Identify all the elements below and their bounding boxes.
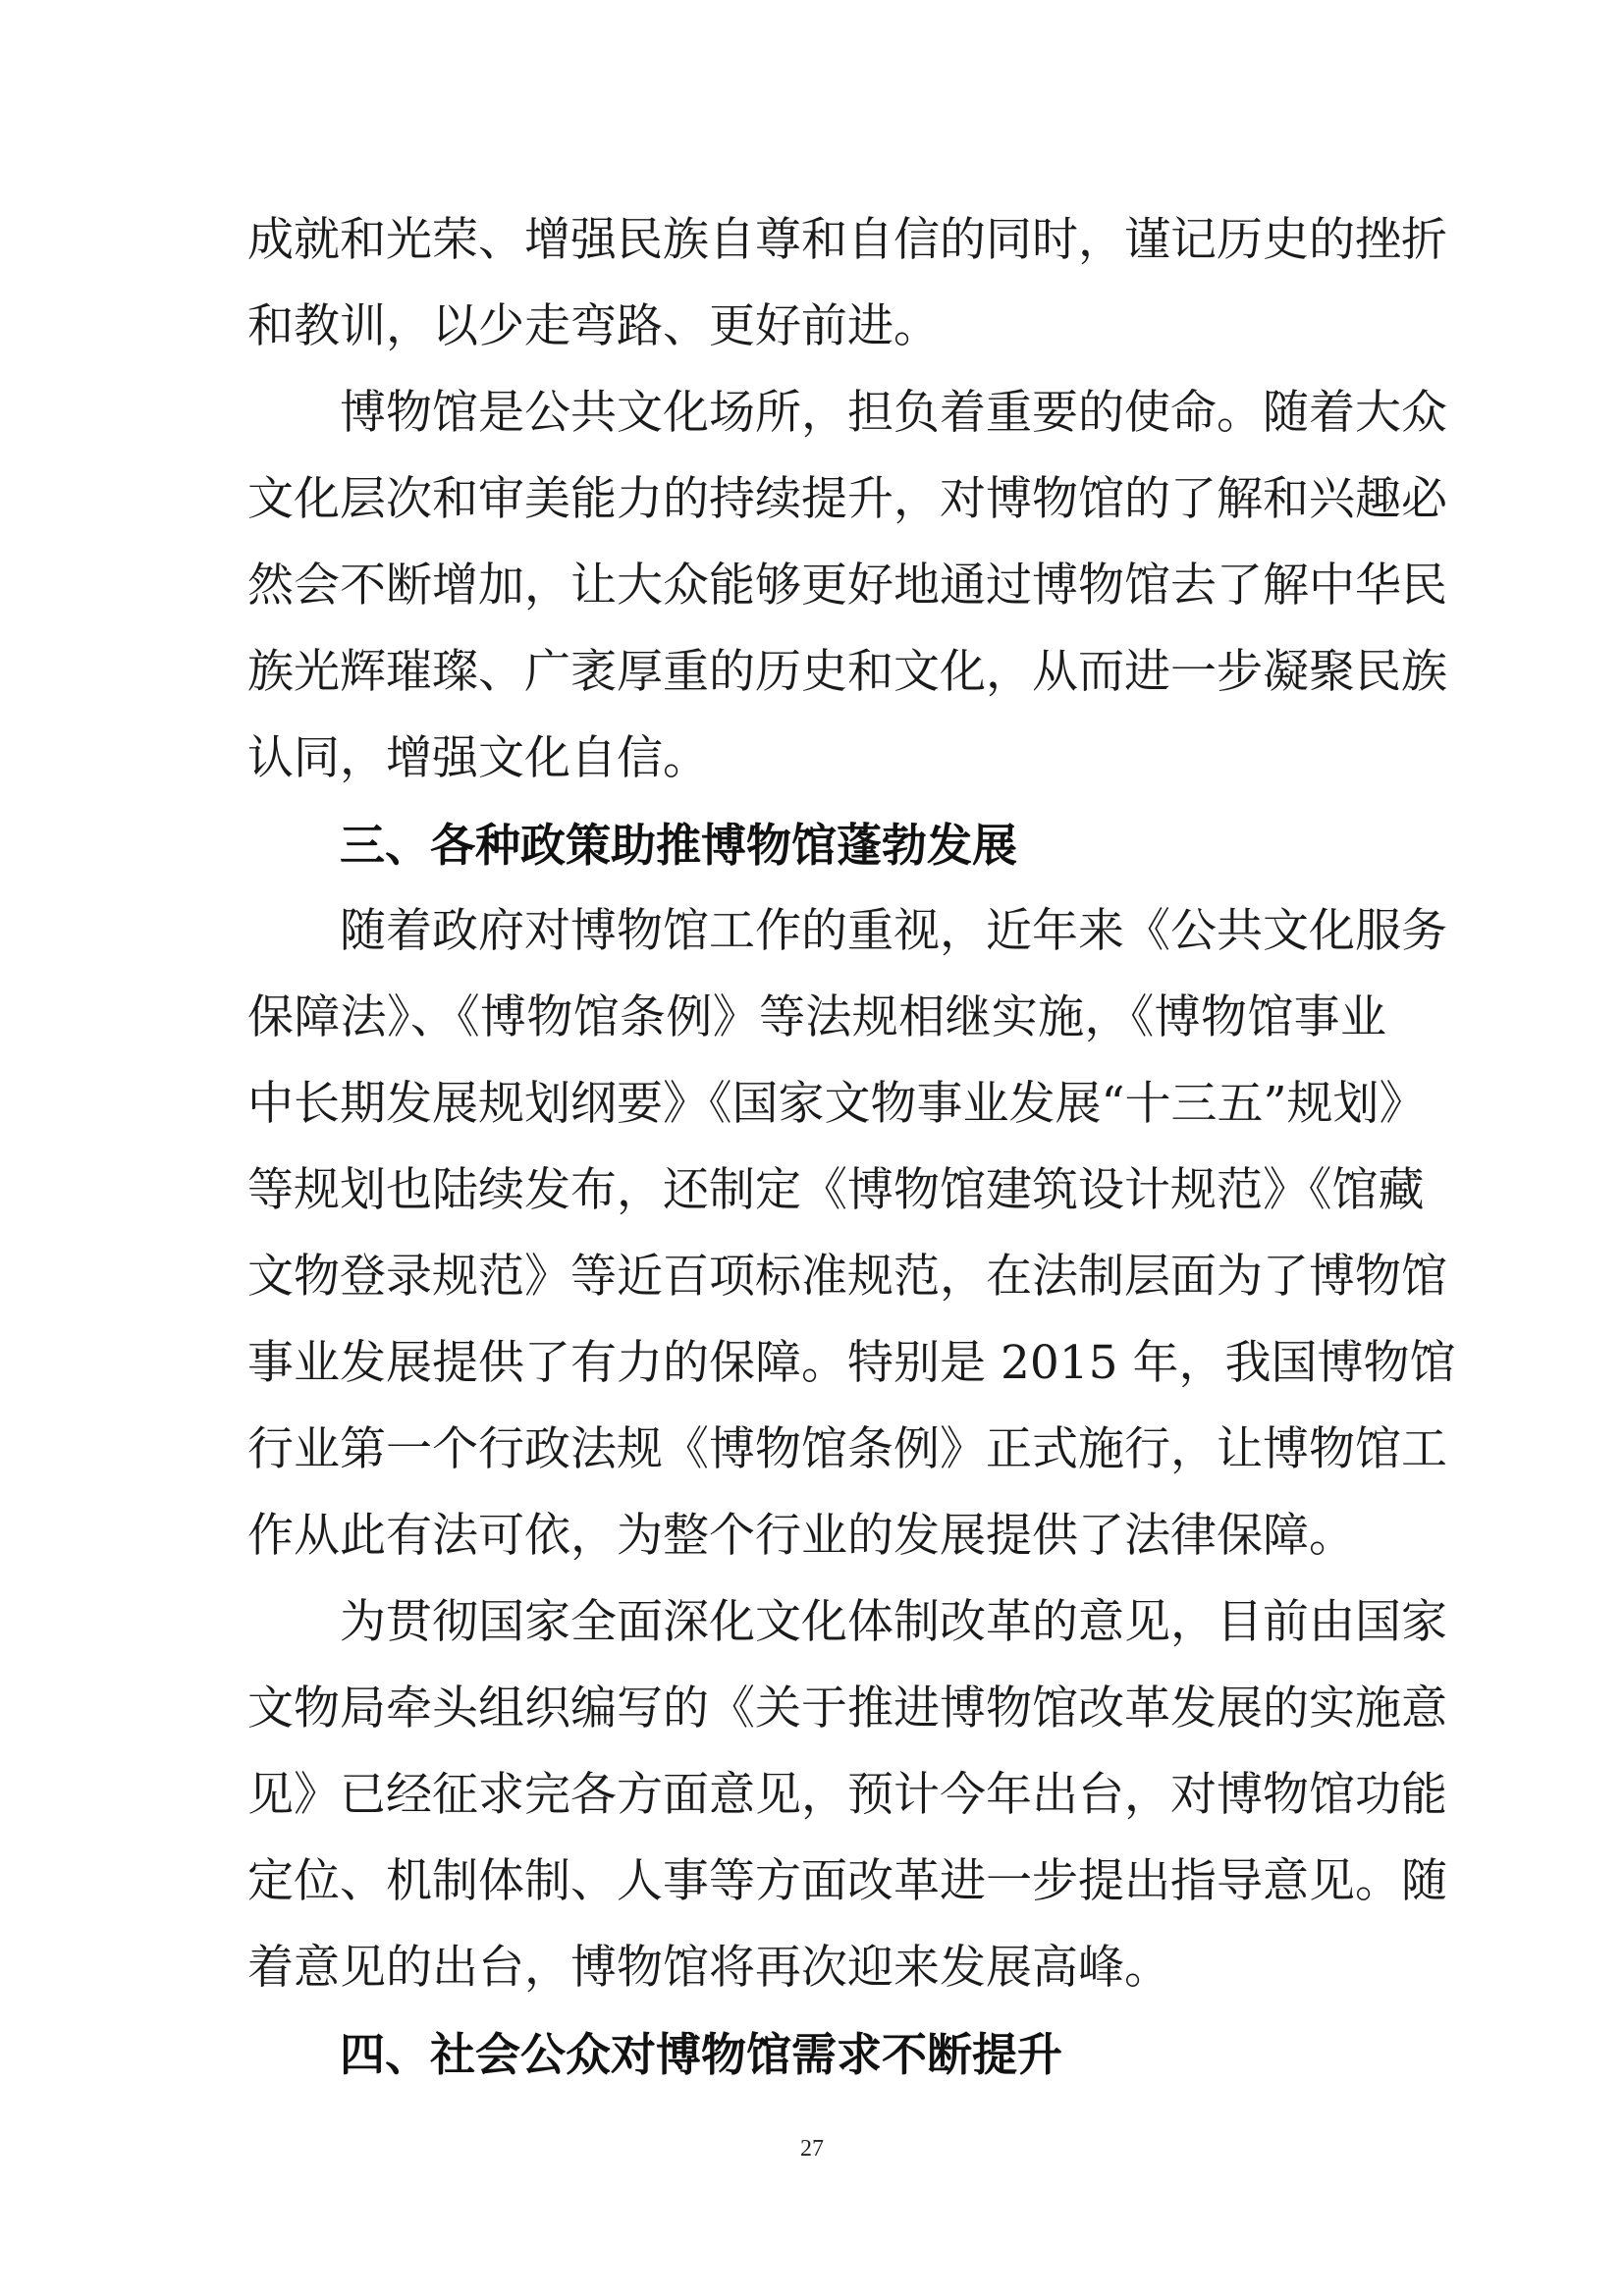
section-heading-3: 三、各种政策助推博物馆蓬勃发展 bbox=[340, 819, 1017, 872]
body-line: 等规划也陆续发布，还制定《博物馆建筑设计规范》《馆藏 bbox=[247, 1163, 1425, 1217]
body-line: 认同，增强文化自信。 bbox=[247, 731, 709, 785]
body-line: 行业第一个行政法规《博物馆条例》正式施行，让博物馆工 bbox=[247, 1422, 1447, 1476]
body-line: 和教训，以少走弯路、更好前进。 bbox=[247, 299, 940, 353]
paragraph-first-line: 博物馆是公共文化场所，担负着重要的使命。随着大众 bbox=[340, 386, 1447, 440]
body-line: 见》已经征求完各方面意见，预计今年出台，对博物馆功能 bbox=[247, 1768, 1447, 1822]
body-line: 然会不断增加，让大众能够更好地通过博物馆去了解中华民 bbox=[247, 559, 1447, 613]
body-line: 定位、机制体制、人事等方面改革进一步提出指导意见。随 bbox=[247, 1854, 1447, 1908]
section-heading-4: 四、社会公众对博物馆需求不断提升 bbox=[340, 2028, 1062, 2081]
body-line: 着意见的出台，博物馆将再次迎来发展高峰。 bbox=[247, 1941, 1170, 1995]
body-line: 族光辉璀璨、广袤厚重的历史和文化，从而进一步凝聚民族 bbox=[247, 645, 1447, 699]
body-line: 作从此有法可依，为整个行业的发展提供了法律保障。 bbox=[247, 1509, 1355, 1563]
paragraph-first-line: 为贯彻国家全面深化文化体制改革的意见，目前由国家 bbox=[340, 1595, 1447, 1649]
body-line: 文化层次和审美能力的持续提升，对博物馆的了解和兴趣必 bbox=[247, 472, 1447, 526]
body-line: 文物局牵头组织编写的《关于推进博物馆改革发展的实施意 bbox=[247, 1682, 1447, 1735]
body-line: 保障法》、《博物馆条例》等法规相继实施，《博物馆事业 bbox=[247, 990, 1386, 1044]
body-line: 事业发展提供了有力的保障。特别是 2015 年，我国博物馆 bbox=[247, 1336, 1456, 1390]
body-line: 文物登录规范》等近百项标准规范，在法制层面为了博物馆 bbox=[247, 1250, 1447, 1304]
page-number: 27 bbox=[800, 2136, 824, 2162]
body-line: 中长期发展规划纲要》《国家文物事业发展“十三五”规划》 bbox=[247, 1077, 1426, 1131]
paragraph-first-line: 随着政府对博物馆工作的重视，近年来《公共文化服务 bbox=[340, 904, 1447, 958]
body-line: 成就和光荣、增强民族自尊和自信的同时，谨记历史的挫折 bbox=[247, 213, 1447, 267]
